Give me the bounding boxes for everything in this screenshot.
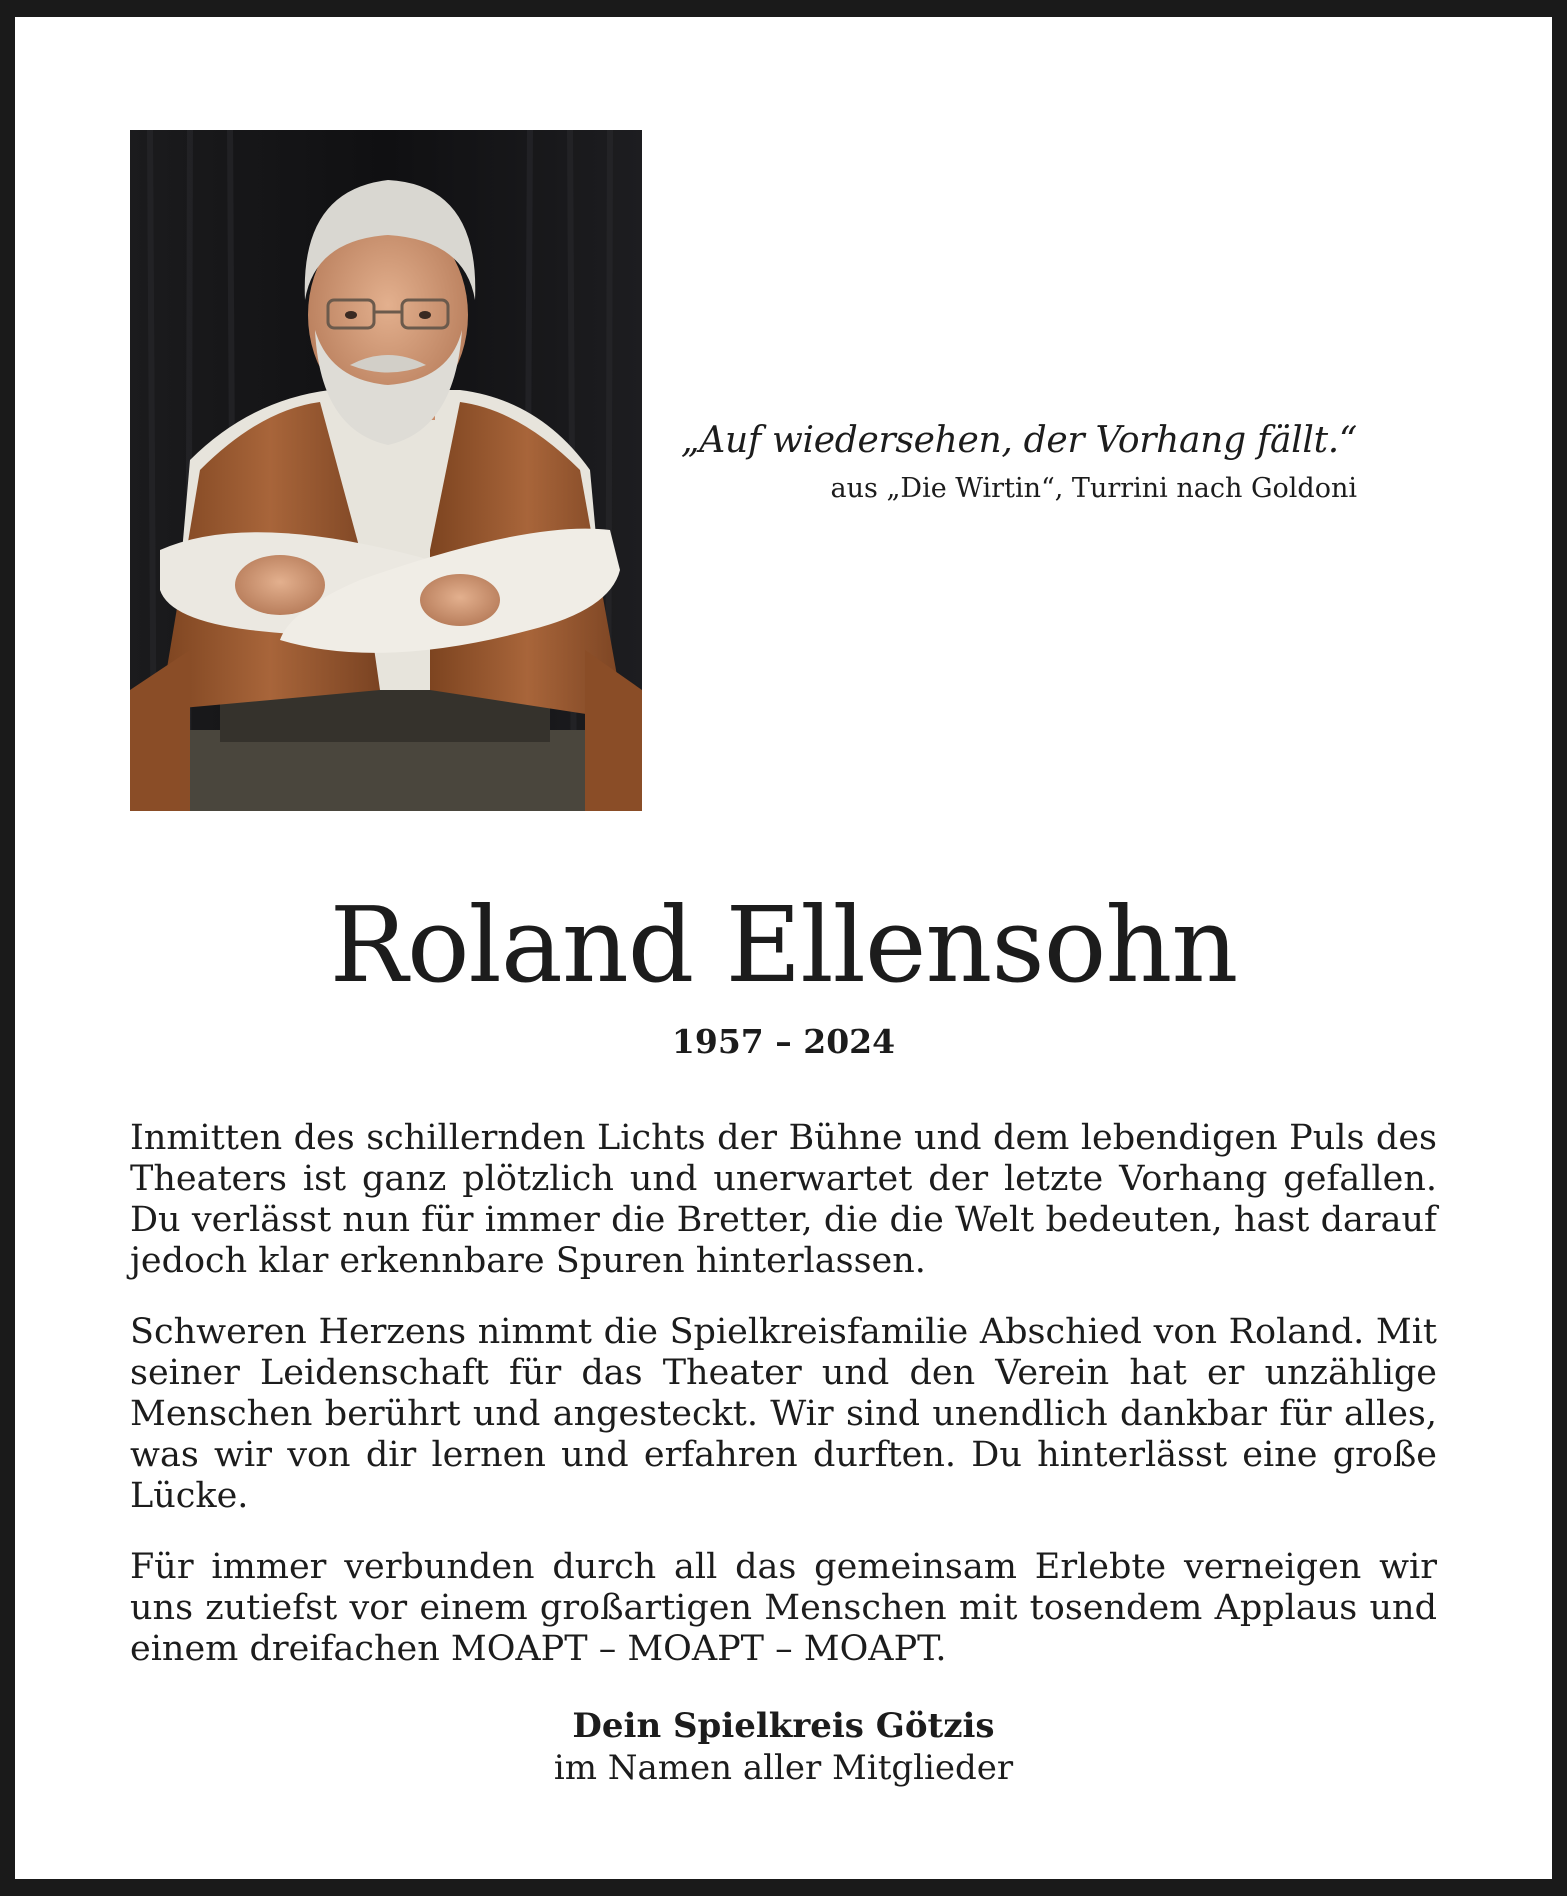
obituary-text: [130, 1118, 1437, 1700]
paragraph-1: Inmitten des schillernden Lichts der Bühne und dem lebendigen Puls des Theaters ist ganz plötzlich und unerwartet der letzte Vorhang gefallen. Du verlässt nun für immer die Bretter, die die Welt bedeuten, hast darauf jedoch klar erkennbare Spuren hinterlassen.: [130, 1118, 1437, 1281]
signature-block: [0, 1705, 1567, 1789]
paragraph-2: Schweren Herzens nimmt die Spielkreisfamilie Abschied von Roland. Mit seiner Leidenschaft für das Theater und den Verein hat er unzählige Menschen berührt und angesteckt. Wir sind unendlich dankbar für alles, was wir von dir lernen und erfahren durften. Du hinterlässt eine große Lücke.: [130, 1312, 1437, 1516]
paragraph-3: Für immer verbunden durch all das gemeinsam Erlebte verneigen wir uns zutiefst vor einem großartigen Menschen mit tosendem Applaus und einem dreifachen MOAPT – MOAPT – MOAPT.: [130, 1547, 1437, 1669]
quote-source: aus „Die Wirtin“, Turrini nach Goldoni: [830, 473, 1357, 504]
life-years: 1957 – 2024: [671, 1022, 896, 1061]
quote-block: [681, 417, 1357, 509]
portrait-photo: [130, 130, 642, 811]
signature-subtitle: im Namen aller Mitglieder: [553, 1748, 1014, 1788]
deceased-name: Roland Ellensohn: [329, 884, 1238, 1006]
quote-text: „Auf wiedersehen, der Vorhang fällt.“: [680, 420, 1357, 461]
signature-name: Dein Spielkreis Götzis: [572, 1706, 995, 1746]
